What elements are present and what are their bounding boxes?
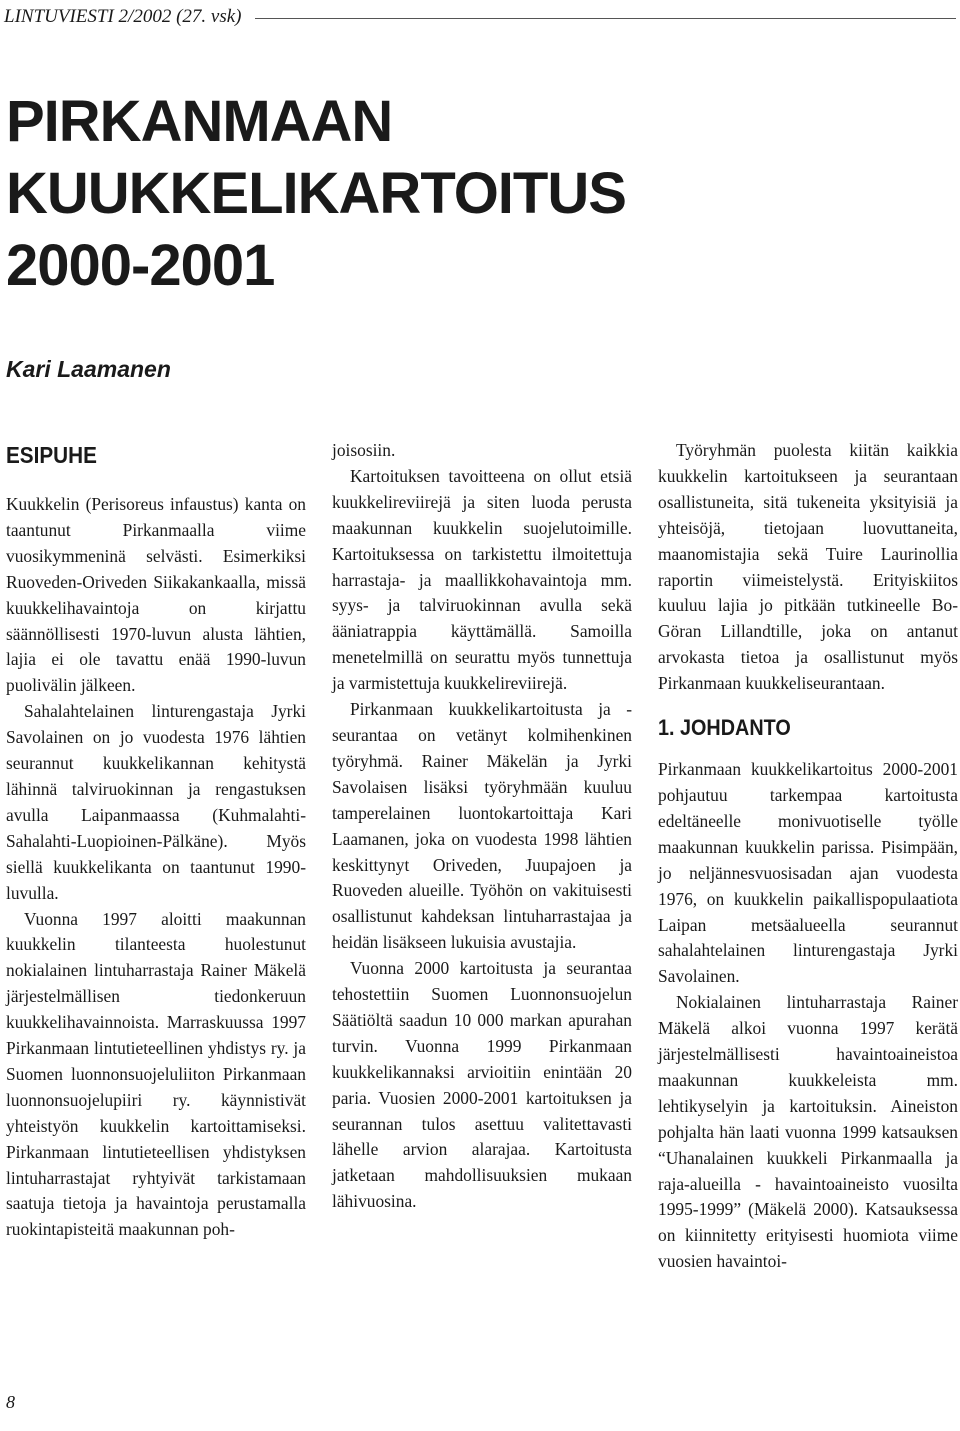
running-head <box>4 2 956 32</box>
paragraph: Työryhmän puolesta kiitän kaikkia kuukkelin kartoitukseen ja seurantaan osallistuneita, sitä tukeneita yksityisiä ja yhteisöjä, tietojaan luovuttaneita, maanomistajia sekä Tuire Laurinollia raportin viimeistelystä. Erityiskiitos kuuluu lajia jo pitkään tutkineelle Bo-Göran Lillandtille, joka on antanut arvokasta tietoa ja osallistunut myös Pirkanmaan kuukkeliseurantaan. <box>658 440 958 694</box>
title-line-3: 2000-2001 <box>6 233 275 298</box>
column-3 <box>658 438 958 1275</box>
paragraph: Vuonna 1997 aloitti maakunnan kuukkelin tilanteesta huolestunut nokialainen lintuharrastaja Rainer Mäkelä järjestelmällisen tiedonkeruun kuukkelihavainnoista. Marraskuussa 1997 Pirkanmaan lintutieteellinen yhdistys ry. ja Suomen luonnonsuojeluliiton Pirkanmaan luonnonsuojelupiiri ry. käynnistivät yhteistyön kuukkelin kartoittamiseksi. Pirkanmaan lintutieteellisen yhdistyksen lintuharrastajat ryhtyivät tarkistamaan saatuja tietoja ja havaintoja perustamalla ruokintapisteitä maakunnan poh- <box>6 908 306 1240</box>
section-heading-johdanto: 1. JOHDANTO <box>658 715 791 741</box>
paragraph-continuation: joisosiin. <box>332 440 396 460</box>
title-line-1: PIRKANMAAN <box>6 89 393 154</box>
paragraph: Nokialainen lintuharrastaja Rainer Mäkelä alkoi vuonna 1997 kerätä järjestelmällisesti havaintoaineistoa maakunnan kuukkeleista mm. lehtikyselyin ja kartoituksin. Aineiston pohjalta hän laati vuonna 1999 katsauksen “Uhanalainen kuukkeli Pirkanmaalla ja raja-alueilla - havaintoaineisto vuosilta 1995-1999” (Mäkelä 2000). Katsauksessa on kiinnitetty erityisesti huomiota viime vuosien havaintoi- <box>658 992 958 1272</box>
title-line-2: KUUKKELIKARTOITUS <box>6 161 626 226</box>
paragraph: Vuonna 2000 kartoitusta ja seurantaa tehostettiin Suomen Luonnonsuojelun Säätiöltä saadun 10 000 markan apurahan turvin. Vuonna 1999 Pirkanmaan kuukkelikannaksi arvioitiin enintään 20 paria. Vuosien 2000-2001 kartoituksen ja seurannan tulos asettuu valitettavasti lähelle arvion alarajaa. Kartoitusta jatketaan mahdollisuuksien mukaan lähivuosina. <box>332 958 632 1212</box>
journal-issue-label: LINTUVIESTI 2/2002 (27. vsk) <box>4 6 242 27</box>
paragraph: Pirkanmaan kuukkelikartoitus 2000-2001 pohjautuu tarkempaa kartoitusta edeltäneelle monivuotiselle työlle maakunnan kuukkelin parissa. Pisimpään, jo neljännesvuosisadan ajan vuodesta 1976, on kuukkelin paikallispopulaatiota Laipan metsäalueella seurannut sahalahtelainen linturengastaja Jyrki Savolainen. <box>658 759 958 987</box>
section-heading-esipuhe: ESIPUHE <box>6 442 97 468</box>
article-title <box>6 86 946 302</box>
page-number: 8 <box>6 1392 15 1412</box>
header-rule <box>255 18 956 19</box>
paragraph: Pirkanmaan kuukkelikartoitusta ja -seurantaa on vetänyt kolmihenkinen työryhmä. Rainer Mäkelän ja Jyrki Savolaisen lisäksi työryhmään kuuluu tamperelainen luontokartoittaja Kari Laamanen, joka on vuodesta 1998 lähtien keskittynyt Oriveden, Juupajoen ja Ruoveden alueille. Työhön on vakituisesti osallistunut kahdeksan lintuharrastajaa ja heidän lisäkseen lukuisia avustajia. <box>332 699 632 953</box>
column-2 <box>332 438 632 1215</box>
paragraph: Kartoituksen tavoitteena on ollut etsiä kuukkelireviirejä ja siten luoda perusta maakunnan kuukkelin suojelutoimille. Kartoituksessa on tarkistettu ilmoitettuja harrastaja- ja maallikkohavaintoja mm. syys- ja talviruokinnan avulla sekä ääniatrappia käyttämällä. Samoilla menetelmillä on seurattu myös tunnettuja ja varmistettuja kuukkelireviirejä. <box>332 465 632 694</box>
paragraph: Kuukkelin (Perisoreus infaustus) kanta on taantunut Pirkanmaalla viime vuosikymmeninä selvästi. Esimerkiksi Ruoveden-Oriveden Siikakankaalla, missä kuukkelihavaintoja on kirjattu säännöllisesti 1970-luvun alusta lähtien, lajia ei ole tavattu enää 1990-luvun puolivälin jälkeen. <box>6 494 306 696</box>
author-byline: Kari Laamanen <box>6 356 171 382</box>
column-1 <box>6 438 306 1243</box>
paragraph: Sahalahtelainen linturengastaja Jyrki Savolainen on jo vuodesta 1976 lähtien seurannut kuukkelikannan kehitystä lähinnä talviruokinnan ja rengastuksen avulla Laipanmaassa (Kuhmalahti-Sahalahti-Luopioinen-Pälkäne). Myös siellä kuukkelikanta on taantunut 1990-luvulla. <box>6 701 306 903</box>
